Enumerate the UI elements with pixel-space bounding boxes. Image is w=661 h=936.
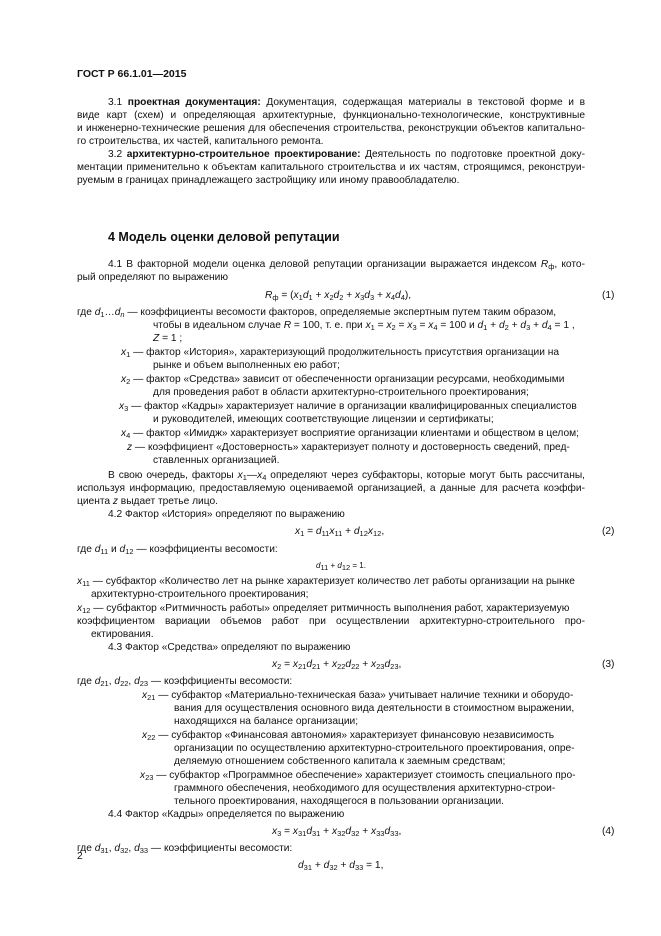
text-line-l32: 4.3 Фактор «Средства» определяют по выражению [108, 642, 351, 653]
text-line-l16: для проведения работ в области архитектурно-строительного проектирования; [153, 387, 529, 398]
text-line-l29: $x_{12}$ — субфактор «Ритмичность работы» определяет ритмичность выполнения работ, характеризуемую [77, 603, 570, 615]
text-line-l8: 4.1 В факторной модели оценка деловой репутации организации выражается индексом $R_ф$, кото- [108, 259, 585, 271]
text-line-l20: z — коэффициент «Достоверность» характеризует полноту и достоверность сведений, пред- [127, 442, 570, 453]
text-line-l38: организации по осуществлению архитектурно-строительного проектирования, опре- [174, 743, 575, 754]
text-line-l3: и инженерно-технические решения для обеспечения строительства, реконструкции объектов капитально- [77, 123, 585, 134]
text-line-l9: рый определяют по выражению [77, 272, 228, 283]
equation-eq2b: $d_{11} + d_{12} = 1$. [316, 561, 366, 572]
equation-eq4: $x_3 = x_{31}d_{31} + x_{32}d_{32} + x_{33}d_{33}$, [272, 826, 402, 838]
text-line-l36: находящихся на балансе организации; [174, 716, 359, 727]
text-line-l10: где $d_1\dots d_n$ — коэффициенты весомости факторов, определяемые экспертным путем таким образом, [77, 307, 557, 319]
text-line-l17: $x_3$ — фактор «Кадры» характеризует наличие в организации квалифицированных специалистов [119, 401, 577, 413]
text-line-l21: ставленных организацией. [153, 455, 280, 466]
equation-number-eq3: (3) [602, 659, 615, 670]
equation-eq4b: $d_{31} + d_{32} + d_{33} = 1$, [298, 860, 384, 872]
equation-eq3: $x_2 = x_{21}d_{21} + x_{22}d_{22} + x_{23}d_{23}$, [272, 659, 402, 671]
section-heading: 4 Модель оценки деловой репутации [108, 230, 340, 244]
text-line-l25: 4.2 Фактор «История» определяют по выражению [108, 509, 345, 520]
text-line-l11: чтобы в идеальном случае R = 100, т. е. при $x_1 = x_2 = x_3 = x_4 = 100$ и $d_1 + d_2 + d_3 + d_4 = 1$ , [153, 320, 575, 332]
text-line-l31: ектирования. [91, 629, 154, 640]
text-line-l35: вания для осуществления основного вида деятельности в стоимостном выражении, [174, 703, 575, 714]
text-line-l27: $x_{11}$ — субфактор «Количество лет на рынке характеризует количество лет работы организации на рынке [77, 576, 575, 588]
text-line-l18: и руководителей, имеющих соответствующие лицензии и сертификаты; [153, 414, 494, 425]
equation-number-eq2: (2) [602, 526, 615, 537]
text-line-l5: 3.2 архитектурно-строительное проектирование: Деятельность по подготовке проектной доку- [108, 149, 585, 160]
text-line-l12: Z = 1 ; [153, 333, 183, 344]
text-line-l4: го строительства, их частей, капитального ремонта. [77, 136, 324, 147]
document-header: ГОСТ Р 66.1.01—2015 [77, 68, 187, 80]
text-line-l14: рынке и объем выполненных ею работ; [153, 360, 340, 371]
text-line-l40: $x_{23}$ — субфактор «Программное обеспечение» характеризует стоимость специального про- [140, 770, 576, 782]
equation-number-eq1: (1) [602, 290, 615, 301]
text-line-l43: 4.4 Фактор «Кадры» определяется по выражению [108, 809, 345, 820]
text-line-l42: тельного проектирования, находящегося в пользовании организации. [174, 796, 505, 807]
text-line-l41: граммного обеспечения, необходимого для осуществления архитектурно-строи- [174, 783, 556, 794]
text-line-l6: ментации применительно к объектам капитального строительства и их частям, строящимся, реконструи- [77, 162, 585, 173]
text-line-l39: деляемую отношением собственного капитала к заемным средствам; [174, 756, 506, 767]
text-line-l37: $x_{22}$ — субфактор «Финансовая автономия» характеризует финансовую независимость [142, 730, 555, 742]
text-line-l33: где $d_{21}$, $d_{22}$, $d_{23}$ — коэффициенты весомости: [77, 676, 293, 688]
equation-eq2: $x_1 = d_{11}x_{11} + d_{12}x_{12}$, [295, 526, 385, 538]
text-line-l34: $x_{21}$ — субфактор «Материально-техническая база» учитывает наличие техники и оборудо- [142, 690, 574, 702]
text-line-l15: $x_2$ — фактор «Средства» зависит от обеспеченности организации ресурсами, необходимыми [121, 374, 565, 386]
text-line-l22: В свою очередь, факторы $x_1—x_4$ определяют через субфакторы, которые могут быть рассчитаны, [108, 470, 585, 482]
text-line-l44: где $d_{31}$, $d_{32}$, $d_{33}$ — коэффициенты весомости: [77, 843, 293, 855]
text-line-l24: циента z выдает третье лицо. [77, 496, 218, 507]
page-number: 2 [77, 851, 83, 862]
text-line-l26: где $d_{11}$ и $d_{12}$ — коэффициенты весомости: [77, 544, 278, 556]
text-line-l2: виде карт (схем) и определяющая архитектурные, функционально-технологические, конструктивные [77, 110, 585, 121]
text-line-l7: руемым в границах принадлежащего застройщику или иному правообладателю. [77, 175, 460, 186]
equation-number-eq4: (4) [602, 826, 615, 837]
text-line-l28: архитектурно-строительного проектирования; [91, 589, 309, 600]
text-line-l23: используя информацию, предоставляемую оцениваемой организацией, а данные для расчета коэффи- [77, 483, 585, 494]
equation-eq1: $R_ф = (x_1d_1 + x_2d_2 + x_3d_3 + x_4d_4)$, [265, 290, 412, 302]
text-line-l30: коэффициентом вариации объемов работ при осуществлении архитектурно-строительного про- [77, 616, 585, 627]
text-line-l1: 3.1 проектная документация: Документация, содержащая материалы в текстовой форме и в [108, 97, 585, 108]
text-line-l13: $x_1$ — фактор «История», характеризующий продолжительность присутствия организации на [121, 347, 560, 359]
text-line-l19: $x_4$ — фактор «Имидж» характеризует восприятие организации клиентами и обществом в целом; [121, 428, 579, 440]
